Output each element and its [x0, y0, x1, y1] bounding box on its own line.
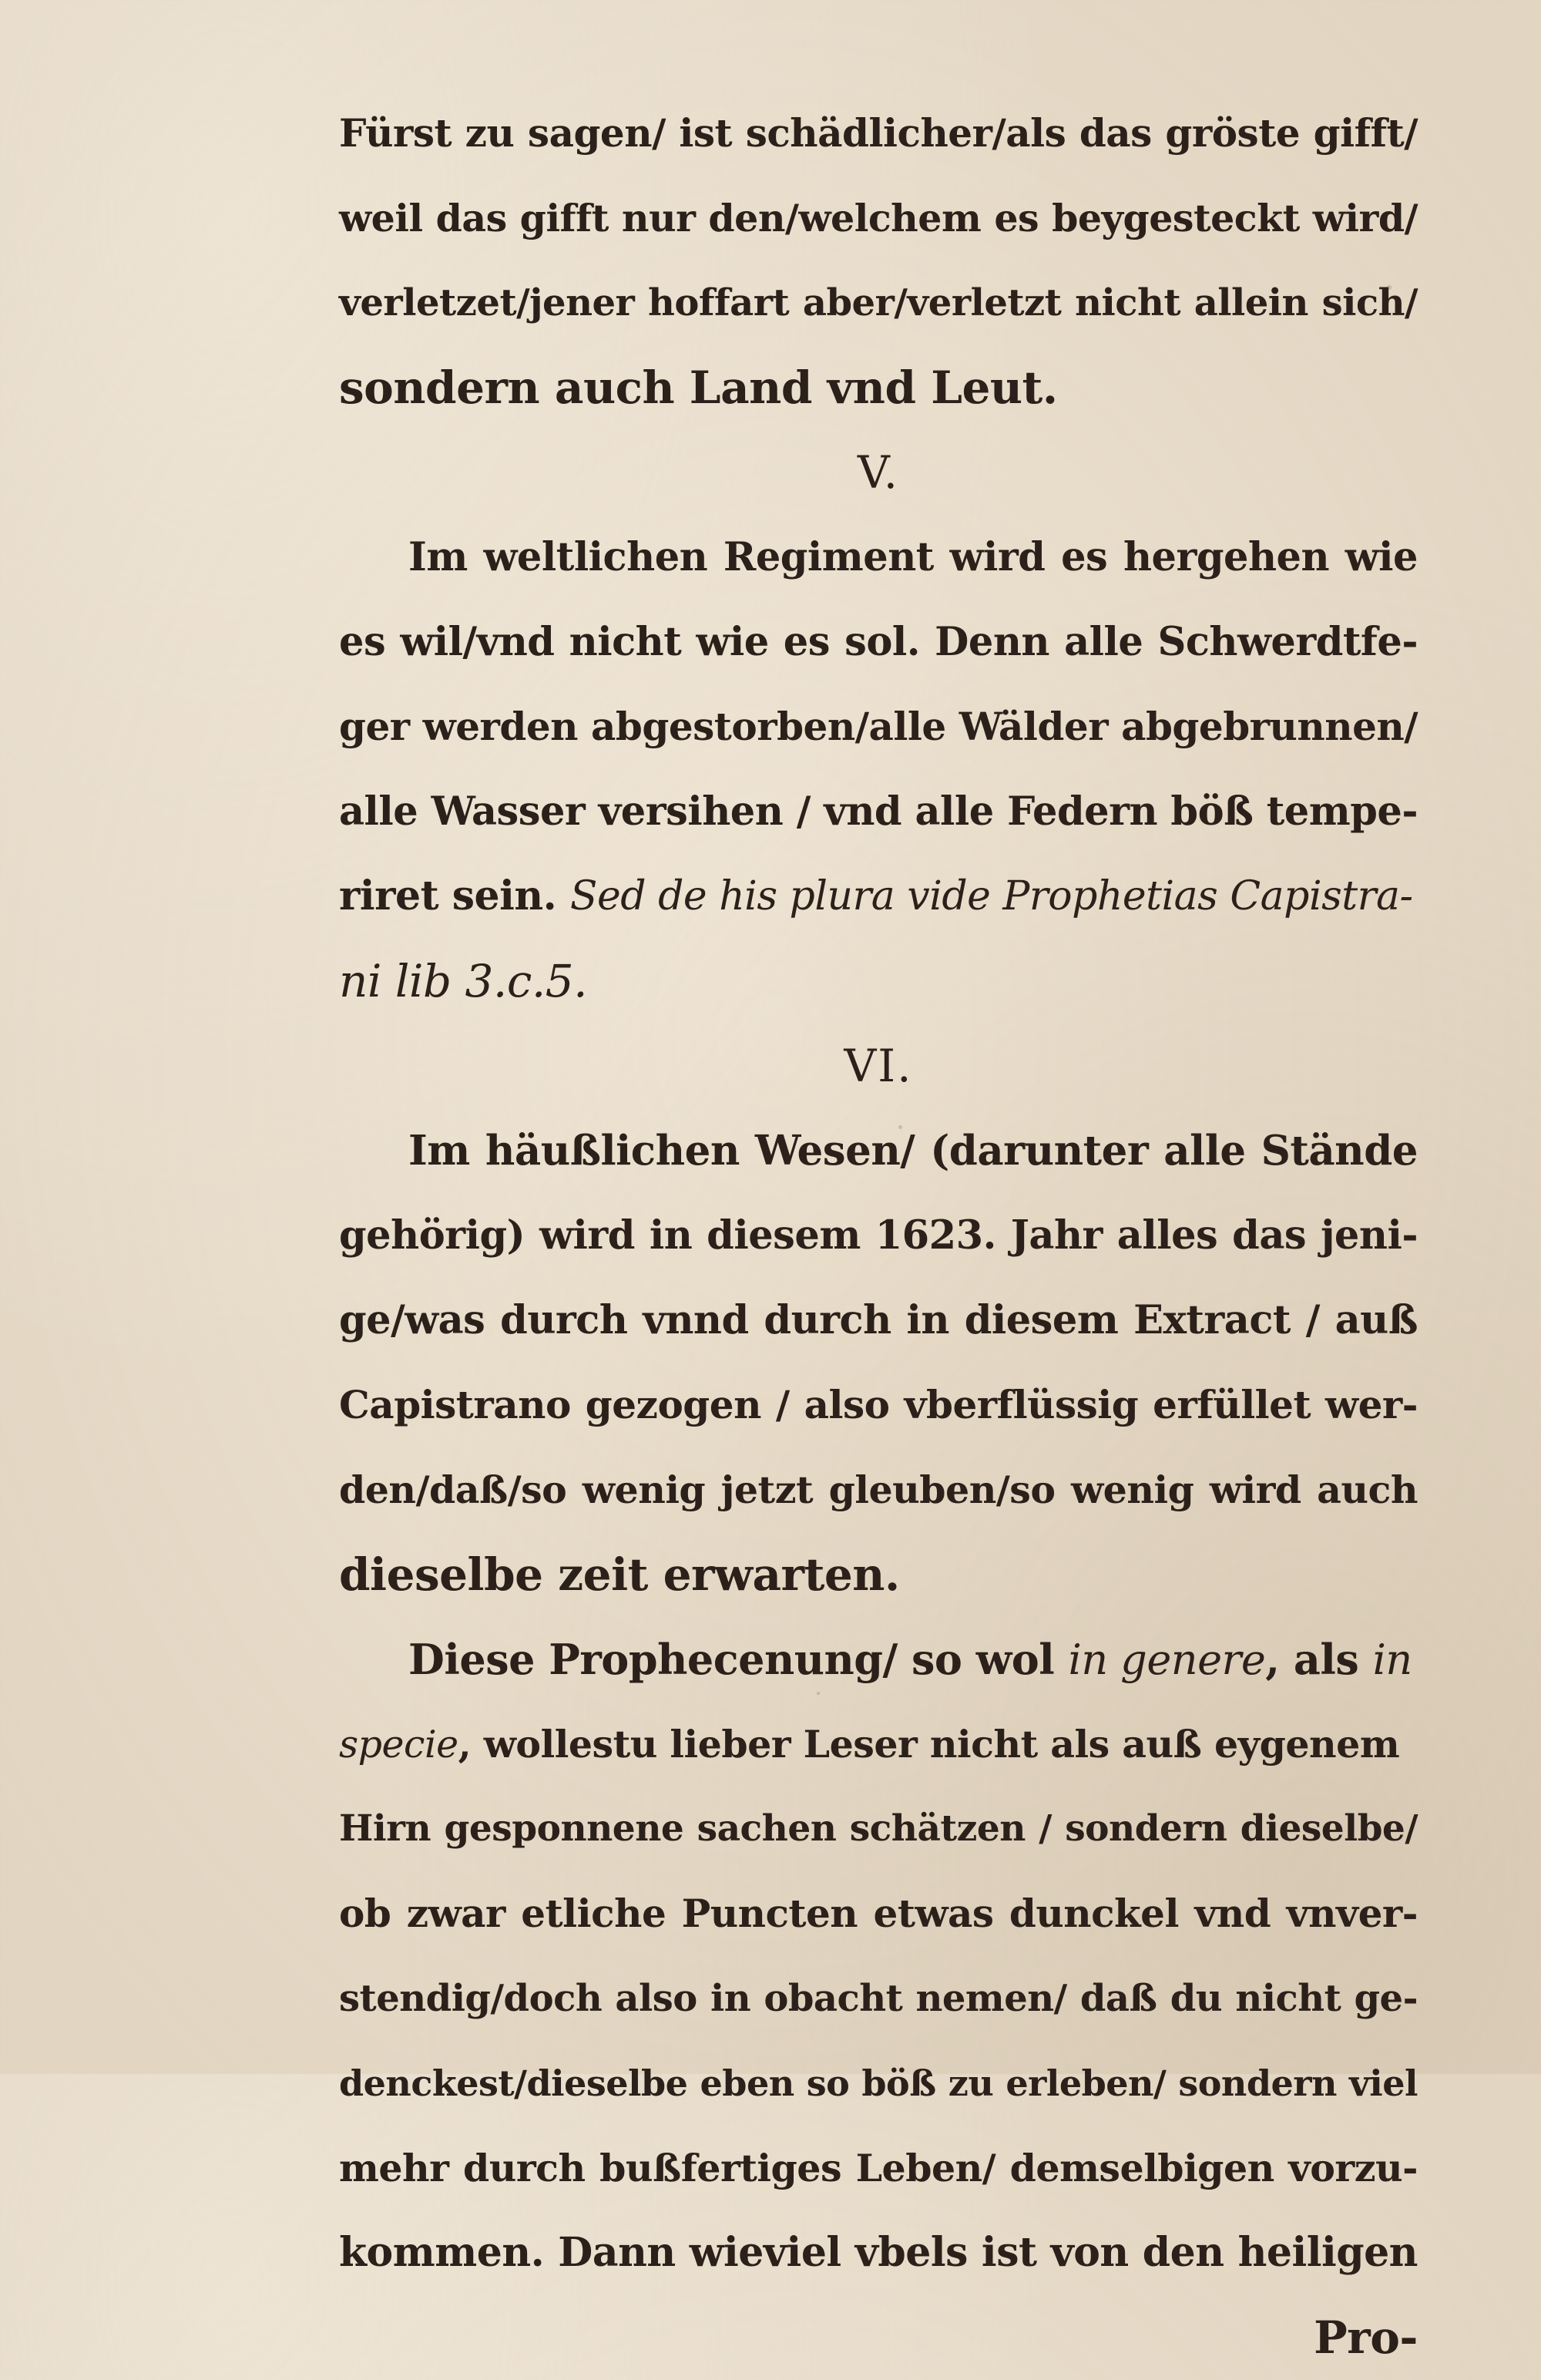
text-line: ge/was durch vnnd durch in diesem Extract / auß — [339, 1297, 1418, 1343]
text-line: ger werden abgestorben/alle Wälder abgebrunnen/ — [339, 704, 1418, 749]
text-line — [339, 1702, 1418, 1787]
text-line: es wil/vnd nicht wie es sol. Denn alle Schwerdtfe- — [339, 619, 1418, 665]
text-normal: , wollestu lieber Leser nicht als auß eygenem — [458, 1722, 1400, 1767]
text-line — [339, 854, 1418, 939]
latin-italic-text: in — [1372, 1635, 1412, 1684]
text-line: sondern auch Land vnd Leut. — [339, 361, 1058, 414]
section-heading-vi: VI. — [844, 1040, 913, 1092]
text-line: den/daß/so wenig jetzt gleuben/so wenig wird auch — [339, 1467, 1418, 1512]
latin-italic-text: ni lib 3.c.5. — [339, 955, 588, 1007]
page-text — [339, 91, 1418, 2380]
catchword: Pro- — [1314, 2311, 1418, 2364]
text-line: Fürst zu sagen/ ist schädlicher/als das gröste gifft/ — [339, 110, 1418, 156]
text-line — [339, 939, 1418, 1024]
latin-italic-text: Sed de his plura vide Prophetias Capistra- — [569, 873, 1413, 919]
text-line: dieselbe zeit erwarten. — [339, 1548, 900, 1601]
text-normal: riret sein. — [339, 872, 570, 919]
text-line: denckest/dieselbe eben so böß zu erleben/ sondern viel — [339, 2062, 1418, 2104]
section-heading-v: V. — [857, 446, 900, 499]
text-line — [339, 1617, 1418, 1702]
text-line: Capistrano gezogen / also vberflüssig erfüllet wer- — [339, 1382, 1418, 1427]
text-line: ob zwar etliche Puncten etwas dunckel vnd vnver- — [339, 1891, 1418, 1936]
text-line: verletzet/jener hoffart aber/verletzt nicht allein sich/ — [339, 281, 1418, 324]
text-line: weil das gifft nur den/welchem es beygesteckt wird/ — [339, 196, 1418, 240]
text-normal: Diese Prophecenung/ so wol — [408, 1635, 1069, 1684]
text-line: Hirn gesponnene sachen schätzen / sondern dieselbe/ — [339, 1807, 1418, 1850]
text-line: mehr durch bußfertiges Leben/ demselbigen vorzu- — [339, 2146, 1418, 2190]
text-line: alle Wasser versihen / vnd alle Federn böß tempe- — [339, 788, 1418, 835]
text-line: Im weltlichen Regiment wird es hergehen wie — [408, 534, 1418, 580]
latin-italic-text: specie — [339, 1723, 458, 1767]
text-line: gehörig) wird in diesem 1623. Jahr alles das jeni- — [339, 1212, 1418, 1259]
text-line: stendig/doch also in obacht nemen/ daß du nicht ge- — [339, 1977, 1418, 2020]
latin-italic-text: in genere — [1068, 1635, 1266, 1684]
text-line: kommen. Dann wieviel vbels ist von den heiligen — [339, 2229, 1418, 2276]
text-normal: , als — [1265, 1635, 1373, 1684]
text-line: Im häußlichen Wesen/ (darunter alle Stände — [408, 1127, 1418, 1175]
